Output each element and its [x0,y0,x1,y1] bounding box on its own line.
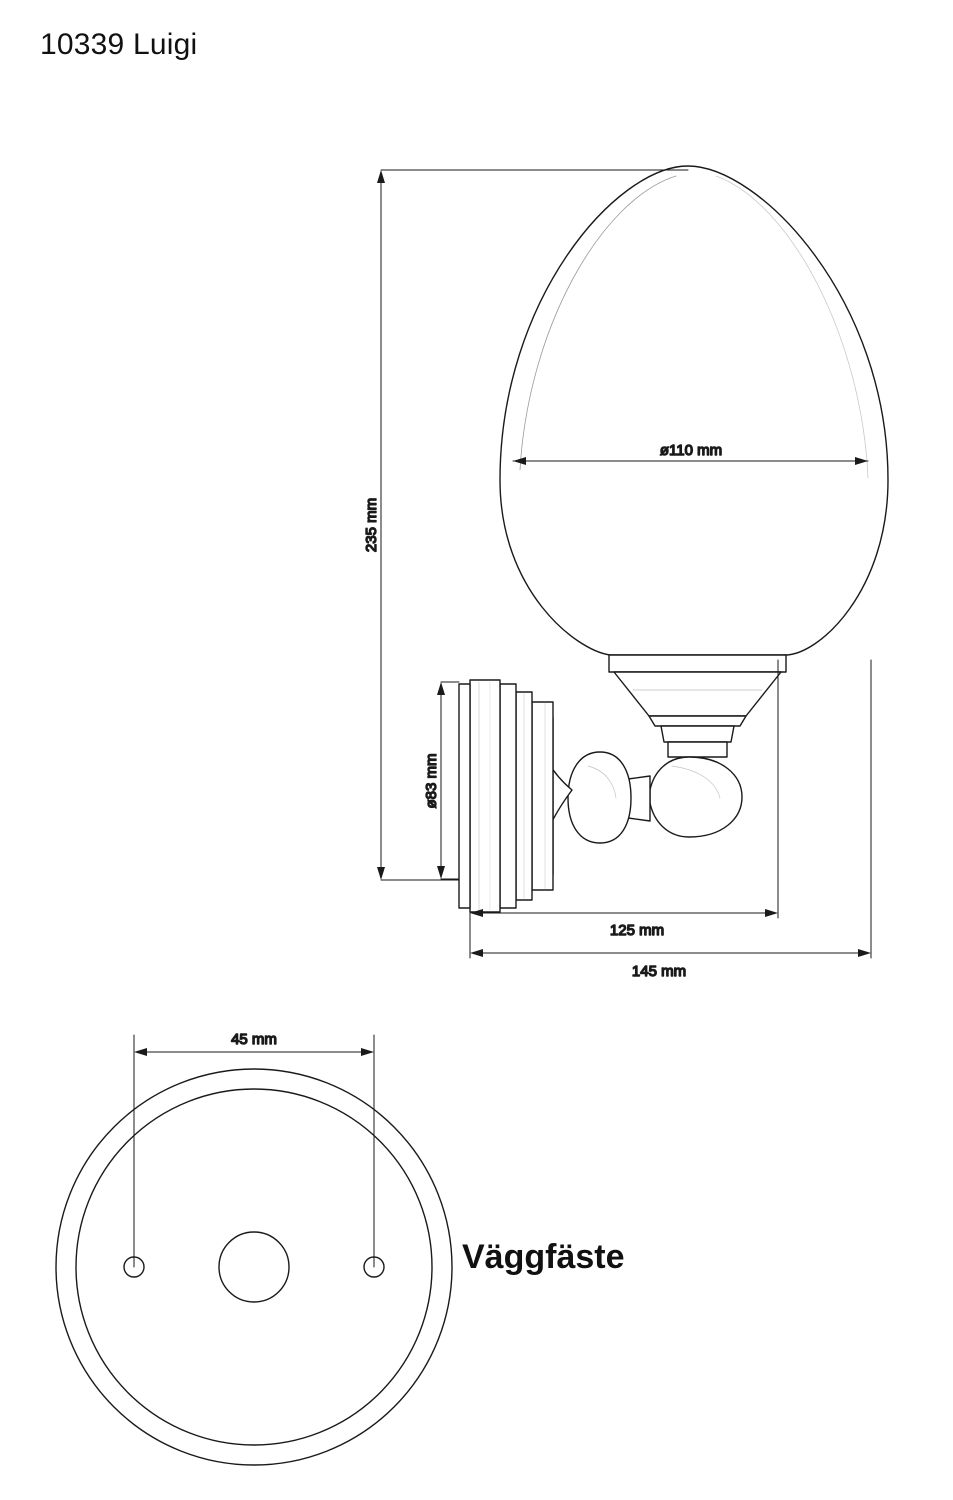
wall-mount-plan-view [56,1069,452,1465]
lamp-shade-collar [609,655,786,757]
dimension-label-total-height: 235 mm [363,497,380,553]
dimension-label-backplate-diameter: ø83 mm [423,753,440,809]
page-title: 10339 Luigi [40,28,198,61]
wall-mount-caption: Väggfäste [462,1238,625,1276]
dimension-label-projection-inner: 125 mm [609,922,665,939]
dimension-backplate-diameter [437,682,459,879]
lamp-shade-outline [500,166,888,655]
dimension-label-shade-diameter: ø110 mm [659,442,723,459]
dimension-label-screw-hole-spacing: 45 mm [231,1031,277,1048]
dimension-label-projection-total: 145 mm [631,963,687,980]
wall-bracket-side [459,680,572,912]
lamp-arm [568,752,742,843]
